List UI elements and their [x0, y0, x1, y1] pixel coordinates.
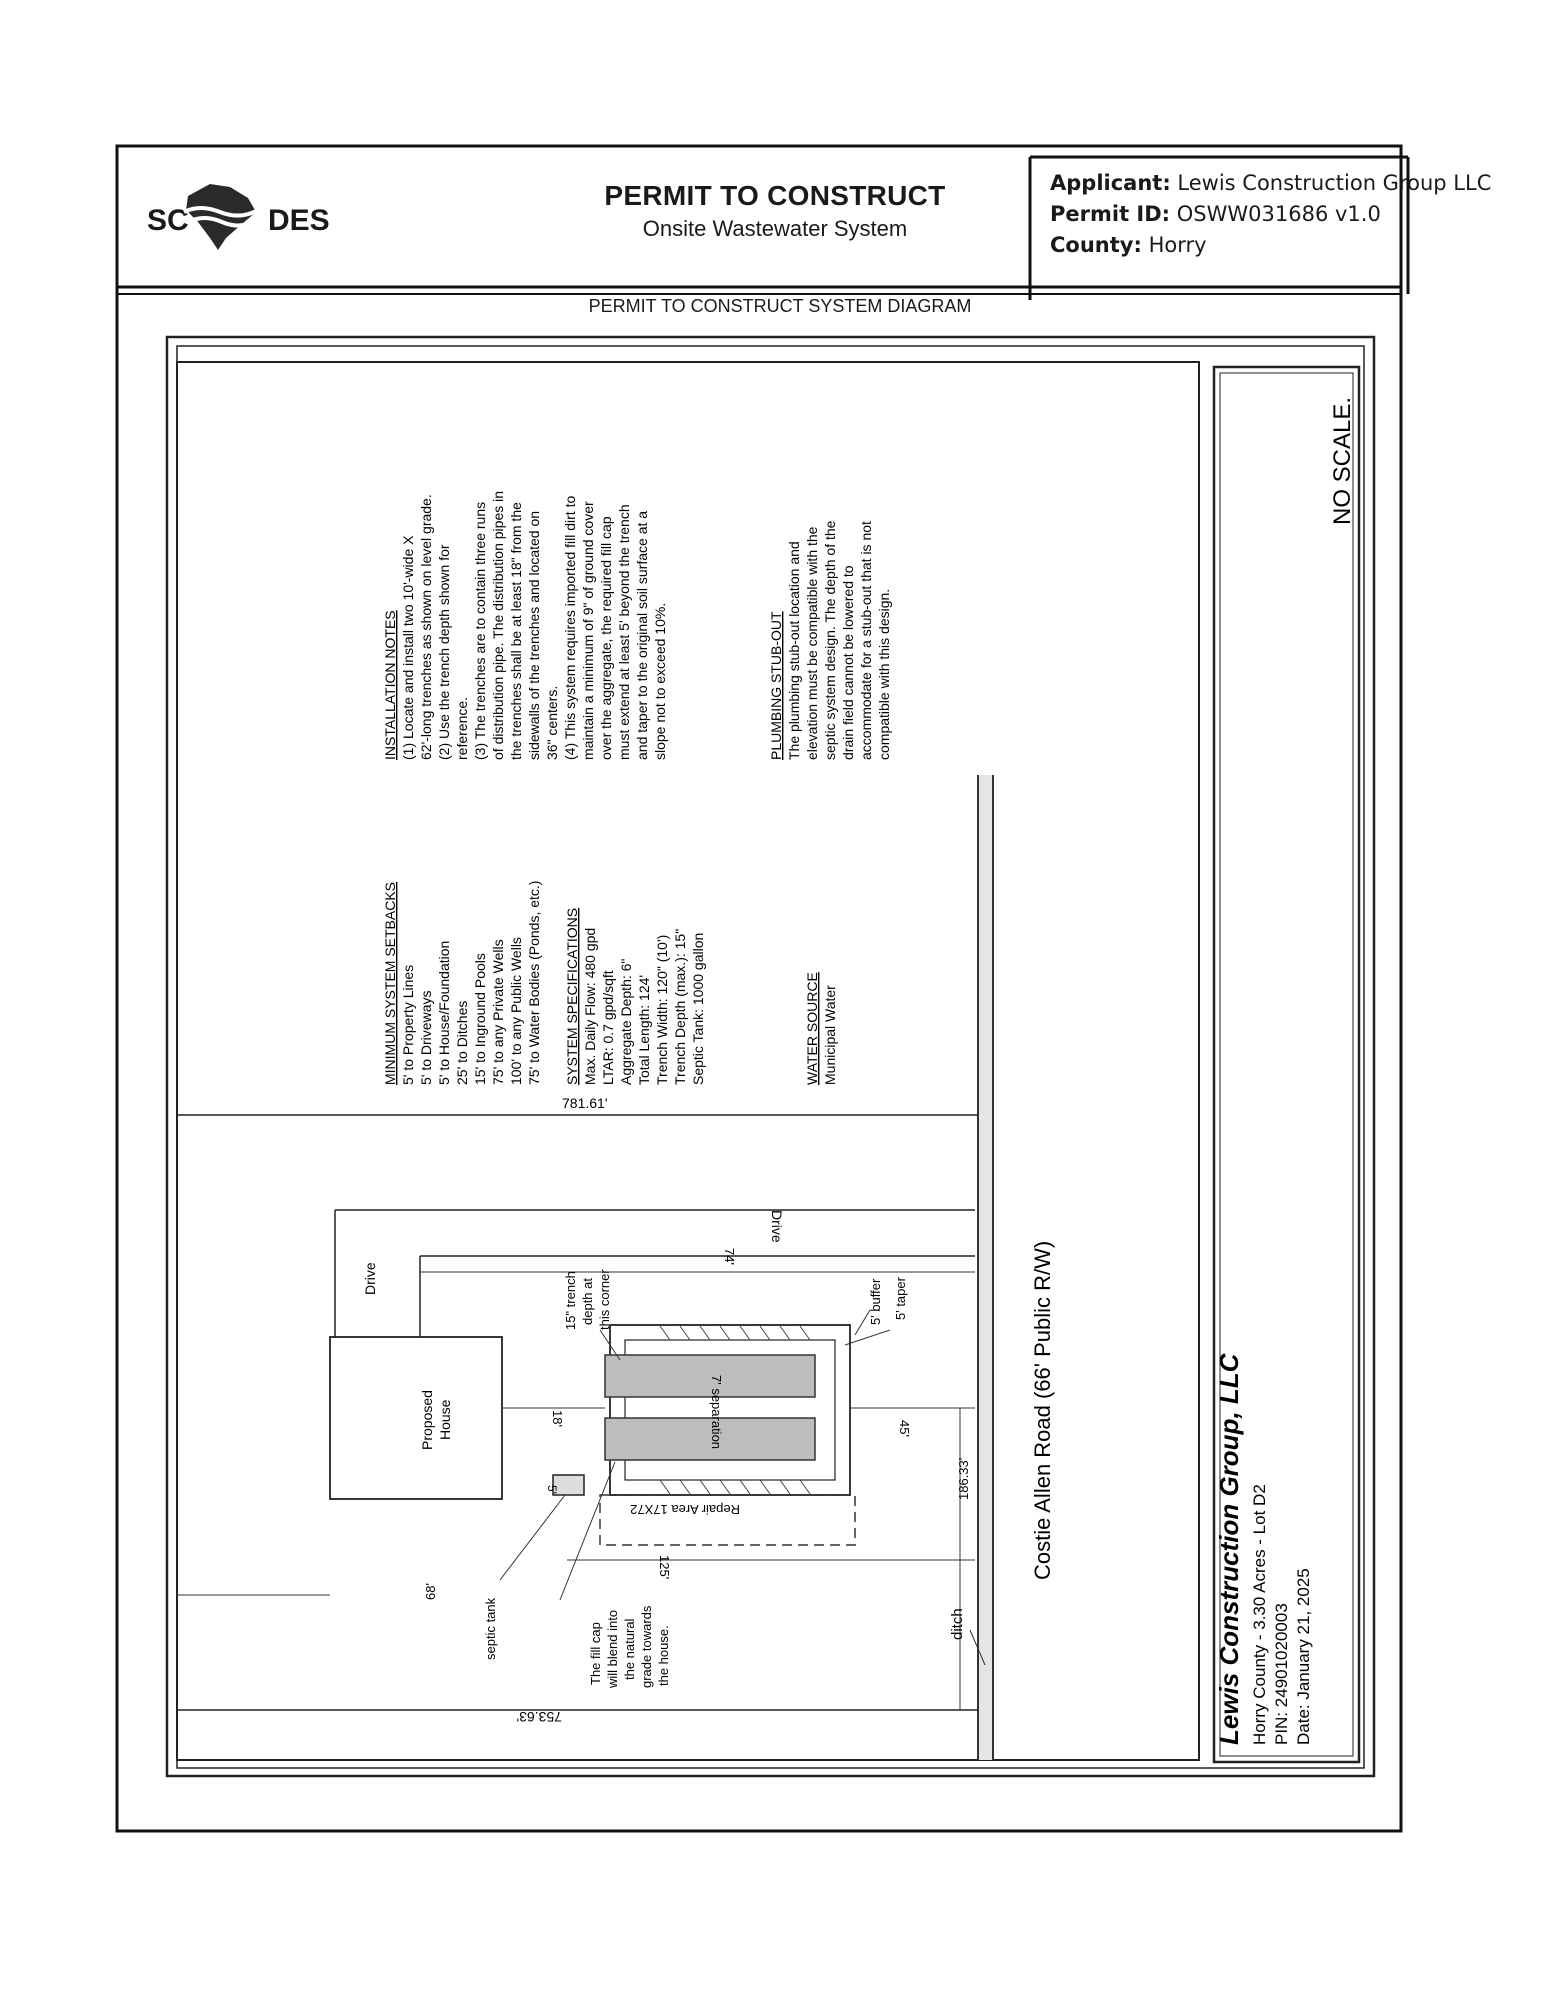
- water-value: Municipal Water: [822, 985, 838, 1085]
- county-label: County:: [1050, 233, 1142, 257]
- install-title: INSTALLATION NOTES: [382, 610, 398, 760]
- install-5: of distribution pipe. The distribution pipes in: [490, 490, 506, 760]
- plumbing-title: PLUMBING STUB-OUT: [768, 611, 784, 760]
- install-7: sidewalls of the trenches and located on: [526, 510, 542, 760]
- spec-5: Trench Depth (max.): 15": [672, 928, 688, 1085]
- drive-label-top: Drive: [362, 1262, 378, 1295]
- setback-2: 5' to House/Foundation: [436, 940, 452, 1085]
- setback-7: 75' to Water Bodies (Ponds, etc.): [526, 880, 542, 1085]
- install-10: maintain a minimum of 9" of ground cover: [580, 501, 596, 760]
- road-surface: [979, 775, 992, 1760]
- install-3: reference.: [454, 696, 470, 760]
- fill-note-3: the natural: [622, 1618, 637, 1680]
- install-0: (1) Locate and install two 10'-wide X: [400, 535, 416, 760]
- plumbing-1: elevation must be compatible with the: [804, 526, 820, 760]
- logo-des-text: DES: [268, 204, 330, 237]
- plumbing-5: compatible with this design.: [876, 588, 892, 760]
- setback-0: 5' to Property Lines: [400, 964, 416, 1085]
- plumbing-3: drain field cannot be lowered to: [840, 565, 856, 760]
- setback-6: 100' to any Public Wells: [508, 937, 524, 1085]
- page-subtitle: Onsite Wastewater System: [642, 216, 908, 241]
- house-line1: Proposed: [419, 1390, 435, 1450]
- spec-3: Total Length: 124': [636, 974, 652, 1085]
- dim-74: 74': [722, 1248, 737, 1265]
- setback-5: 75' to any Private Wells: [490, 939, 506, 1085]
- diagram-caption: PERMIT TO CONSTRUCT SYSTEM DIAGRAM: [588, 296, 972, 316]
- fill-note-5: the house.: [656, 1625, 671, 1686]
- county-value: Horry: [1148, 233, 1207, 257]
- applicant-value: Lewis Construction Group LLC: [1177, 171, 1492, 195]
- install-13: and taper to the original soil surface at a: [634, 510, 650, 760]
- install-2: (2) Use the trench depth shown for: [436, 544, 452, 760]
- dim-68: 68': [423, 1583, 438, 1600]
- plumbing-4: accommodate for a stub-out that is not: [858, 521, 874, 760]
- separation-label: 7' separation: [709, 1375, 724, 1450]
- spec-4: Trench Width: 120" (10'): [654, 934, 670, 1085]
- dim-5: 5': [545, 1485, 559, 1494]
- no-scale-label: NO SCALE.: [1329, 396, 1356, 525]
- trench-depth-2: depth at: [580, 1278, 595, 1325]
- install-4: (3) The trenches are to contain three runs: [472, 501, 488, 760]
- dim-bottom: 753.63': [516, 1709, 562, 1725]
- ditch-label: ditch: [949, 1608, 966, 1640]
- setback-1: 5' to Driveways: [418, 990, 434, 1085]
- tb-line1: Horry County - 3.30 Acres - Lot D2: [1250, 1484, 1269, 1745]
- drive-label-right: Drive: [769, 1210, 785, 1243]
- install-12: must extend at least 5' beyond the trench: [616, 504, 632, 760]
- dim-top: 781.61': [562, 1095, 608, 1111]
- tb-line2: PIN: 24901020003: [1272, 1603, 1291, 1745]
- house-line2: House: [437, 1399, 453, 1440]
- specs-title: SYSTEM SPECIFICATIONS: [564, 907, 580, 1085]
- spec-1: LTAR: 0.7 gpd/sqft: [600, 970, 616, 1085]
- page-title: PERMIT TO CONSTRUCT: [604, 180, 946, 211]
- trench-depth-3: this corner: [597, 1269, 612, 1330]
- install-1: 62'-long trenches as shown on level grade.: [418, 494, 434, 760]
- spec-6: Septic Tank: 1000 gallon: [690, 932, 706, 1085]
- setbacks-title: MINIMUM SYSTEM SETBACKS: [382, 881, 398, 1085]
- trench-depth-1: 15" trench: [563, 1271, 578, 1330]
- install-9: (4) This system requires imported fill dirt to: [562, 495, 578, 760]
- company-name: Lewis Construction Group, LLC: [1214, 1353, 1244, 1745]
- logo-sc-text: SC: [147, 204, 189, 237]
- permit-id-value: OSWW031686 v1.0: [1176, 202, 1381, 226]
- tb-line3: Date: January 21, 2025: [1294, 1568, 1313, 1745]
- fill-note-1: The fill cap: [588, 1622, 603, 1685]
- permit-id-label: Permit ID:: [1050, 202, 1171, 226]
- taper-label: 5' taper: [893, 1277, 908, 1320]
- buffer-label: 5' buffer: [868, 1278, 883, 1325]
- applicant-label: Applicant:: [1050, 171, 1171, 195]
- dim-45: 45': [897, 1420, 912, 1437]
- repair-area-label: Repair Area 17X72: [630, 1502, 740, 1517]
- notes-block: [382, 491, 892, 1085]
- install-6: the trenches shall be at least 18" from the: [508, 502, 524, 760]
- install-14: slope not to exceed 10%.: [652, 602, 668, 760]
- plumbing-0: The plumbing stub-out location and: [786, 541, 802, 760]
- road-label: Costie Allen Road (66' Public R/W): [1030, 1240, 1055, 1580]
- fill-note-2: will blend into: [605, 1609, 620, 1688]
- dim-186: 186.33': [956, 1457, 971, 1500]
- fill-cap-area: [610, 1325, 850, 1495]
- install-11: over the aggregate, the required fill cap: [598, 516, 614, 760]
- install-8: 36" centers.: [544, 685, 560, 760]
- water-title: WATER SOURCE: [804, 972, 820, 1085]
- setback-4: 15' to Inground Pools: [472, 953, 488, 1085]
- setback-3: 25' to Ditches: [454, 1000, 470, 1085]
- plumbing-2: septic system design. The depth of the: [822, 520, 838, 760]
- fill-note-4: grade towards: [639, 1605, 654, 1688]
- septic-tank-label: septic tank: [483, 1597, 498, 1660]
- spec-0: Max. Daily Flow: 480 gpd: [582, 927, 598, 1085]
- spec-2: Aggregate Depth: 6": [618, 958, 634, 1085]
- dim-18: 18': [550, 1410, 565, 1427]
- dim-125: 125': [657, 1555, 672, 1580]
- proposed-house: [330, 1337, 502, 1499]
